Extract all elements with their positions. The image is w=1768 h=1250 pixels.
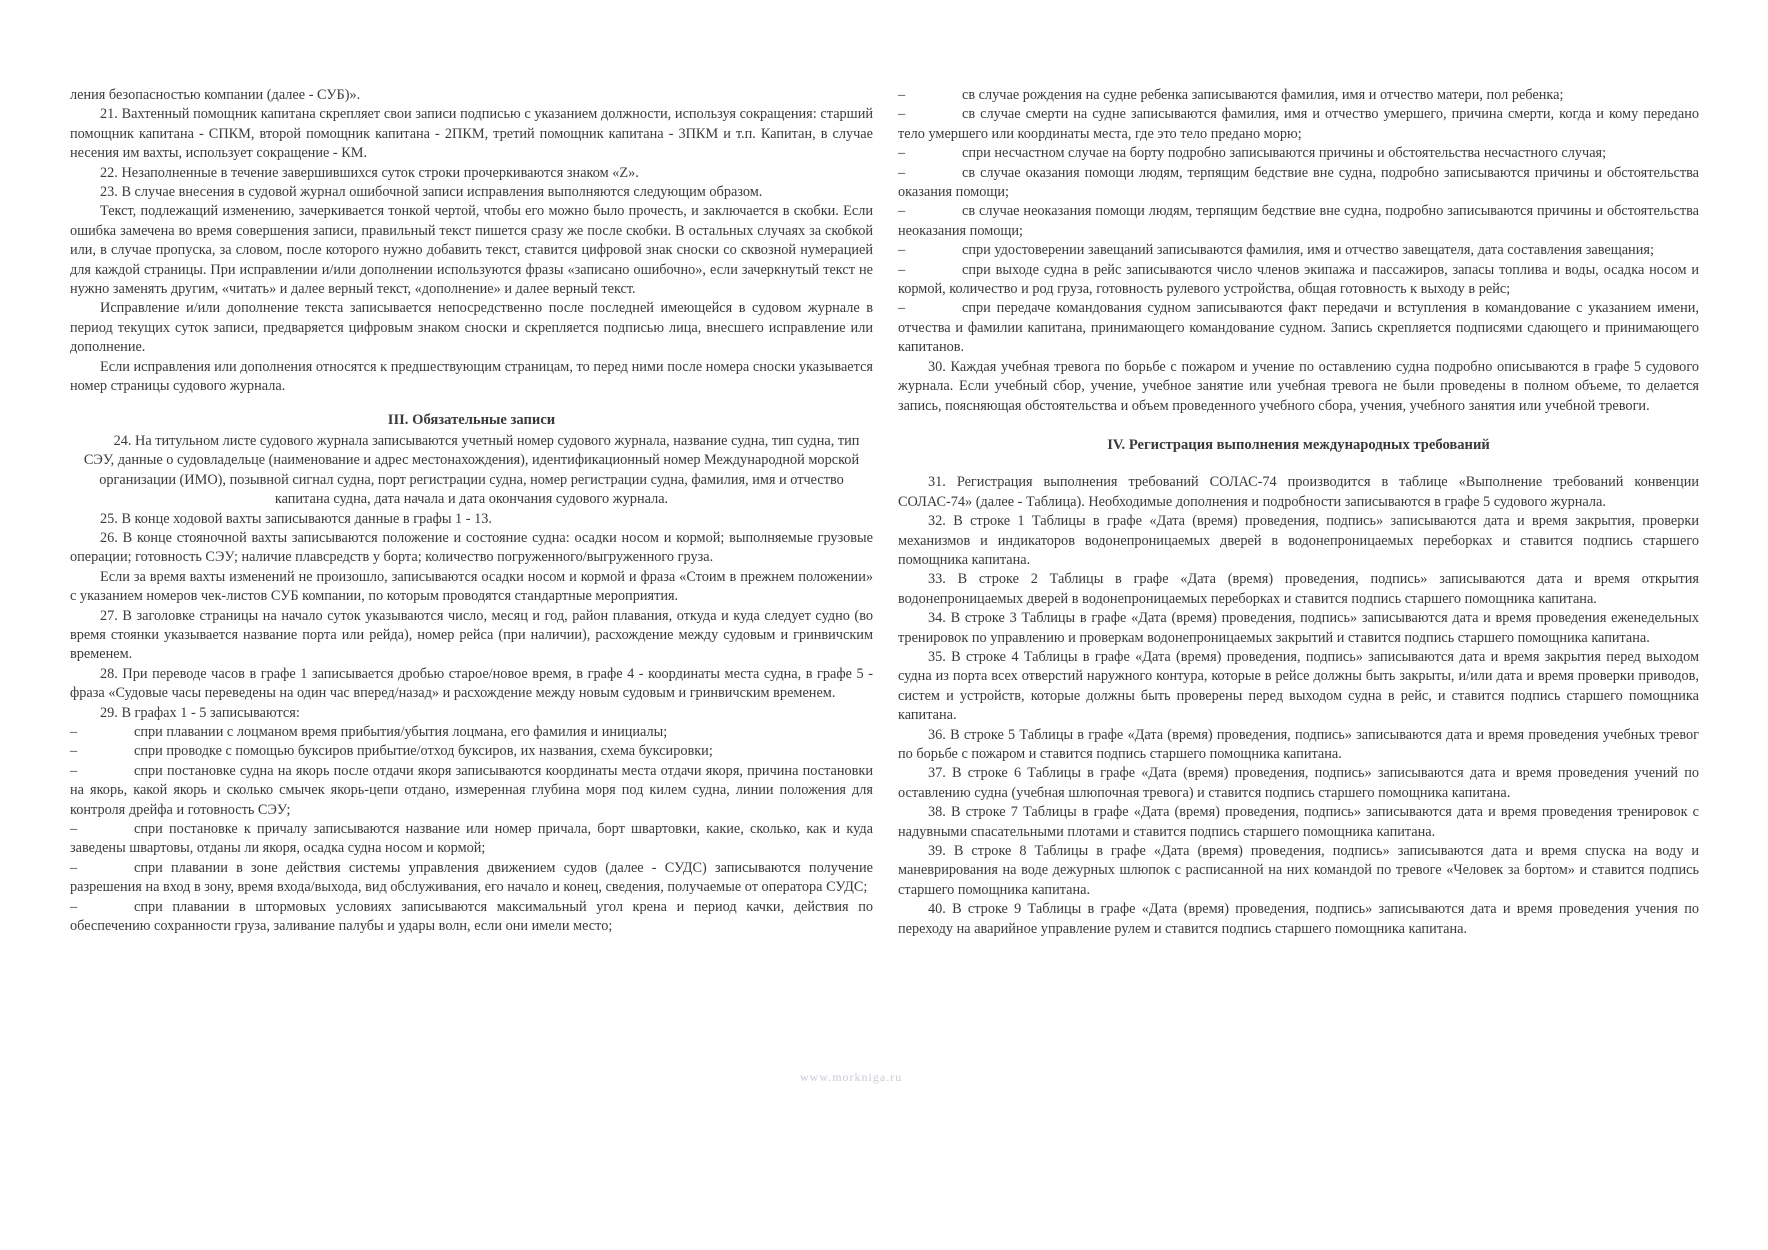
paragraph-39: 39. В строке 8 Таблицы в графе «Дата (время) проведения, подпись» записываются дата и время спуска на воду и маневрирования на воде дежурных шлюпок с расписанной на них командой по тревоге «Человек за бортом» и ставится подпись старшего помощника капитана. bbox=[898, 843, 1699, 898]
paragraph-38: 38. В строке 7 Таблицы в графе «Дата (время) проведения, подпись» записываются дата и время проведения тренировок с надувными спасательными плотами и ставится подпись старшего помощника капитана. bbox=[898, 804, 1699, 840]
list-item bbox=[70, 723, 873, 742]
paragraph-33: 33. В строке 2 Таблицы в графе «Дата (время) проведения, подпись» записываются дата и время открытия водонепроницаемых дверей в водонепроницаемых переборках и ставится подпись старшего помощника капитана. bbox=[898, 571, 1699, 607]
list-item bbox=[898, 164, 1699, 203]
dash-mark: – bbox=[70, 821, 78, 838]
paragraph-21: 21. Вахтенный помощник капитана скрепляет свои записи подписью с указанием должности, используя сокращения: старший помощник капитана - СПКМ, второй помощник капитана - 2ПКМ, третий помощник капитана - 3ПКМ и т.п. Капитан, в случае несения им вахты, использует сокращение - КМ. bbox=[70, 106, 873, 162]
dash-mark: – bbox=[898, 164, 906, 181]
dash-mark: – bbox=[898, 106, 906, 123]
dash-mark: – bbox=[898, 261, 906, 278]
dash-mark: – bbox=[898, 242, 906, 259]
list-item bbox=[898, 144, 1699, 163]
list-item bbox=[898, 261, 1699, 300]
dash-mark: – bbox=[70, 743, 78, 760]
left-column bbox=[70, 86, 873, 936]
paragraph-37: 37. В строке 6 Таблицы в графе «Дата (время) проведения, подпись» записываются дата и время проведения учений по оставлению судна (учебная шлюпочная тревога) и ставится подпись старшего помощника капитана. bbox=[898, 765, 1699, 801]
dash-mark: – bbox=[898, 87, 906, 103]
paragraph-35: 35. В строке 4 Таблицы в графе «Дата (время) проведения, подпись» записываются дата и время закрытия перед выходом судна из порта всех отверстий наружного контура, которые в рейсе должны быть закрыты, и/или дата и время проверки приводов, систем и устройств, которые должны быть проверены перед выходом судна в рейс, и ставится подпись старшего помощника капитана. bbox=[898, 648, 1699, 724]
list-item bbox=[70, 859, 873, 898]
list-item-text: св случае рождения на судне ребенка записываются фамилия, имя и отчество матери, пол ребенка; bbox=[962, 87, 1564, 103]
watermark-text: www.morkniga.ru bbox=[800, 1070, 903, 1084]
paragraph-23a: Текст, подлежащий изменению, зачеркивается тонкой чертой, чтобы его можно было прочесть, и заключается в скобки. Если ошибка замечена во время совершения записи, правильный текст пишется сразу же после скобки. В остальных случаях за скобкой или, в случае пропуска, за словом, после которого нужно добавить текст, ставится цифровой знак сноски со сквозной нумерацией для каждой страницы. При исправлении и/или дополнении используются фразы «записано ошибочно», если зачеркнутый текст не нужно заменять другим, «читать» и далее верный текст, «дополнение» и далее верный текст. bbox=[70, 203, 873, 298]
paragraph-36: 36. В строке 5 Таблицы в графе «Дата (время) проведения, подпись» записываются дата и время проведения учебных тревог по борьбе с пожаром и ставится подпись старшего помощника капитана. bbox=[898, 726, 1699, 762]
dash-mark: – bbox=[70, 898, 78, 915]
list-item-text: спри передаче командования судном записываются факт передачи и вступления в командование с указанием имени, отчества и фамилии капитана, принимающего командование судном. Запись скрепляется подписями сдающего и принимающего капитанов. bbox=[898, 300, 1699, 356]
paragraph-26a: Если за время вахты изменений не произошло, записываются осадки носом и кормой и фраза «Стоим в прежнем положении» с указанием номеров чек-листов СУБ компании, по которым проводятся стандартные мероприятия. bbox=[70, 568, 873, 605]
paragraph-intro: ления безопасностью компании (далее - СУБ)». bbox=[70, 87, 361, 103]
list-item-text: св случае неоказания помощи людям, терпящим бедствие вне судна, подробно записываются причины и обстоятельства неоказания помощи; bbox=[898, 203, 1699, 239]
paragraph-27: 27. В заголовке страницы на начало суток указываются число, месяц и год, район плавания, откуда и куда следует судно (во время стоянки указывается название порта или рейда), номер рейса (при наличии), расхождение между судовым и гринвичским временем. bbox=[70, 607, 873, 663]
section-heading-4: IV. Регистрация выполнения международных требований bbox=[1107, 436, 1490, 453]
list-item bbox=[70, 742, 873, 761]
paragraph-23c: Если исправления или дополнения относятся к предшествующим страницам, то перед ними после номера сноски указывается номер страницы судового журнала. bbox=[70, 358, 873, 395]
dash-mark: – bbox=[70, 762, 78, 779]
list-item bbox=[70, 820, 873, 859]
dash-mark: – bbox=[70, 859, 78, 876]
list-item-text: спри несчастном случае на борту подробно записываются причины и обстоятельства несчастного случая; bbox=[962, 145, 1607, 162]
paragraph-30: 30. Каждая учебная тревога по борьбе с пожаром и учение по оставлению судна подробно описываются в графе 5 судового журнала. Если учебный сбор, учение, учебное занятие или учебная тревога не были проведены в полном объеме, то делается запись, поясняющая обстоятельства и объем проведенного учебного сбора, учения, учебного занятия или учебной тревоги. bbox=[898, 358, 1699, 414]
list-item-text: спри плавании в зоне действия системы управления движением судов (далее - СУДС) записываются получение разрешения на вход в зону, время входа/выхода, вид обслуживания, его начало и конец, сведения, получаемые от оператора СУДС; bbox=[70, 859, 873, 896]
paragraph-28: 28. При переводе часов в графе 1 записывается дробью старое/новое время, в графе 4 - координаты места судна, в графе 5 - фраза «Судовые часы переведены на один час вперед/назад» и расхождение между новым судовым и гринвичским временем. bbox=[70, 665, 873, 702]
list-item-text: спри проводке с помощью буксиров прибытие/отход буксиров, их названия, схема буксировки; bbox=[134, 743, 713, 760]
list-item bbox=[898, 202, 1699, 241]
paragraph-24: 24. На титульном листе судового журнала записываются учетный номер судового журнала, название судна, тип судна, тип СЭУ, данные о судовладельце (наименование и адрес местонахождения), идентификационный номер Международной морской организации (ИМО), позывной сигнал судна, порт регистрации судна, номер регистрации судна, фамилия, имя и отчество капитана судна, дата начала и дата окончания судового журнала. bbox=[83, 432, 860, 508]
list-item bbox=[70, 762, 873, 820]
right-column bbox=[898, 86, 1699, 939]
list-item-text: св случае смерти на судне записываются фамилия, имя и отчество умершего, причина смерти, когда и кому передано тело умершего или координаты места, где это тело предано морю; bbox=[898, 106, 1699, 142]
list-item bbox=[70, 898, 873, 937]
list-item-text: св случае оказания помощи людям, терпящим бедствие вне судна, подробно записываются причины и обстоятельства оказания помощи; bbox=[898, 164, 1699, 201]
paragraph-23: 23. В случае внесения в судовой журнал ошибочной записи исправления выполняются следующим образом. bbox=[100, 184, 763, 201]
paragraph-22: 22. Незаполненные в течение завершившихся суток строки прочеркиваются знаком «Z». bbox=[100, 164, 639, 181]
list-item bbox=[898, 241, 1699, 260]
list-item-text: спри постановке к причалу записываются название или номер причала, борт швартовки, какие, сколько, как и куда заведены швартовы, отданы ли якоря, осадка судна носом и кормой; bbox=[70, 821, 873, 857]
list-item-text: спри постановке судна на якорь после отдачи якоря записываются координаты места отдачи якоря, причина постановки на якорь, какой якорь и сколько смычек якорь-цепи отдано, измеренная глубина моря под килем судна, линии положения для контроля дрейфа и готовность СЭУ; bbox=[70, 762, 873, 818]
dash-mark: – bbox=[898, 300, 906, 317]
list-item bbox=[898, 86, 1699, 105]
paragraph-32: 32. В строке 1 Таблицы в графе «Дата (время) проведения, подпись» записываются дата и время закрытия, проверки механизмов и индикаторов водонепроницаемых дверей в водонепроницаемых переборках и ставится подпись старшего помощника капитана. bbox=[898, 513, 1699, 568]
section-heading-3: III. Обязательные записи bbox=[387, 411, 556, 428]
paragraph-29: 29. В графах 1 - 5 записываются: bbox=[100, 704, 300, 721]
list-item bbox=[898, 105, 1699, 144]
paragraph-40: 40. В строке 9 Таблицы в графе «Дата (время) проведения, подпись» записываются дата и время проведения учения по переходу на аварийное управление рулем и ставится подпись старшего помощника капитана. bbox=[898, 901, 1699, 937]
list-item bbox=[898, 299, 1699, 357]
list-item-text: спри выходе судна в рейс записываются число членов экипажа и пассажиров, запасы топлива и воды, осадка носом и кормой, количество и род груза, готовность рулевого устройства, общая готовность к выходу в рейс; bbox=[898, 261, 1699, 298]
list-item-text: спри плавании в штормовых условиях записываются максимальный угол крена и период качки, действия по обеспечению сохранности груза, заливание палубы и удары волн, если они имели место; bbox=[70, 898, 873, 935]
dash-mark: – bbox=[898, 203, 906, 220]
list-item-text: спри удостоверении завещаний записываются фамилия, имя и отчество завещателя, дата составления завещания; bbox=[962, 242, 1654, 259]
list-item-text: спри плавании с лоцманом время прибытия/убытия лоцмана, его фамилия и инициалы; bbox=[134, 724, 668, 740]
dash-mark: – bbox=[898, 145, 906, 162]
paragraph-25: 25. В конце ходовой вахты записываются данные в графы 1 - 13. bbox=[100, 510, 492, 527]
paragraph-23b: Исправление и/или дополнение текста записывается непосредственно после последней имеющейся в судовом журнале в период текущих суток записи, предваряется цифровым знаком сноски и скрепляется подписью лица, внесшего исправление или дополнение. bbox=[70, 300, 873, 356]
dash-mark: – bbox=[70, 724, 78, 740]
paragraph-31: 31. Регистрация выполнения требований СОЛАС-74 производится в таблице «Выполнение требований конвенции СОЛАС-74» (далее - Таблица). Необходимые дополнения и подробности записываются в графе 5 судового журнала. bbox=[898, 474, 1699, 510]
paragraph-26: 26. В конце стояночной вахты записываются положение и состояние судна: осадки носом и кормой; выполняемые грузовые операции; готовность СЭУ; наличие плавсредств у борта; количество погруженного/выгруженного груза. bbox=[70, 529, 873, 566]
paragraph-34: 34. В строке 3 Таблицы в графе «Дата (время) проведения, подпись» записываются дата и время проведения еженедельных тренировок по управлению и проверкам водонепроницаемых закрытий и ставится подпись старшего помощника капитана. bbox=[898, 610, 1699, 646]
